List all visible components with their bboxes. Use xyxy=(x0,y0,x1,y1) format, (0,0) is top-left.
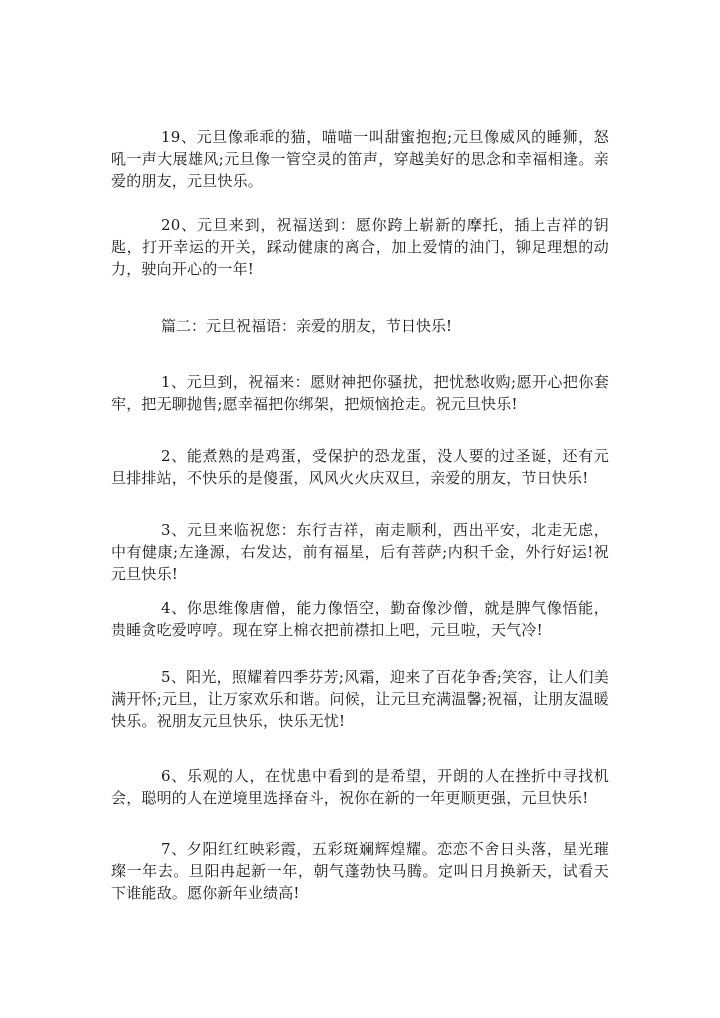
section-heading: 篇二：元旦祝福语：亲爱的朋友，节日快乐! xyxy=(161,317,453,335)
list-item-7: 7、夕阳红红映彩霞，五彩斑斓辉煌耀。恋恋不舍日头落，星光璀璨一年去。旦阳冉起新一年，朝气蓬勃快马腾。定叫日月换新天，试看天下谁能敌。愿你新年业绩高! xyxy=(111,840,609,902)
paragraph-19: 19、元旦像乖乖的猫，喵喵一叫甜蜜抱抱;元旦像威风的睡狮，怒吼一声大展雄风;元旦像一管空灵的笛声，穿越美好的思念和幸福相逢。亲爱的朋友，元旦快乐。 xyxy=(111,128,609,190)
list-item-4: 4、你思维像唐僧，能力像悟空，勤奋像沙僧，就是脾气像悟能，贵睡贪吃爱哼哼。现在穿上棉衣把前襟扣上吧，元旦啦，天气冷! xyxy=(111,599,609,639)
list-item-5: 5、阳光，照耀着四季芬芳;风霜，迎来了百花争香;笑容，让人们美满开怀;元旦，让万家欢乐和谐。问候，让元旦充满温馨;祝福，让朋友温暖快乐。祝朋友元旦快乐，快乐无忧! xyxy=(111,668,609,730)
list-item-6: 6、乐观的人，在忧患中看到的是希望，开朗的人在挫折中寻找机会，聪明的人在逆境里选择奋斗，祝你在新的一年更顺更强，元旦快乐! xyxy=(111,767,609,807)
list-item-3: 3、元旦来临祝您：东行吉祥，南走顺利，西出平安，北走无虑，中有健康;左逢源，右发达，前有福星，后有菩萨;内积千金，外行好运!祝元旦快乐! xyxy=(111,521,609,583)
paragraph-20: 20、元旦来到，祝福送到：愿你跨上崭新的摩托，插上吉祥的钥匙，打开幸运的开关，踩动健康的离合，加上爱情的油门，铆足理想的动力，驶向开心的一年! xyxy=(111,216,609,278)
list-item-1: 1、元旦到，祝福来：愿财神把你骚扰，把忧愁收购;愿开心把你套牢，把无聊抛售;愿幸福把你绑架，把烦恼抢走。祝元旦快乐! xyxy=(111,373,609,413)
list-item-2: 2、能煮熟的是鸡蛋，受保护的恐龙蛋，没人要的过圣诞，还有元旦排排站，不快乐的是傻蛋，风风火火庆双旦，亲爱的朋友，节日快乐! xyxy=(111,447,609,487)
